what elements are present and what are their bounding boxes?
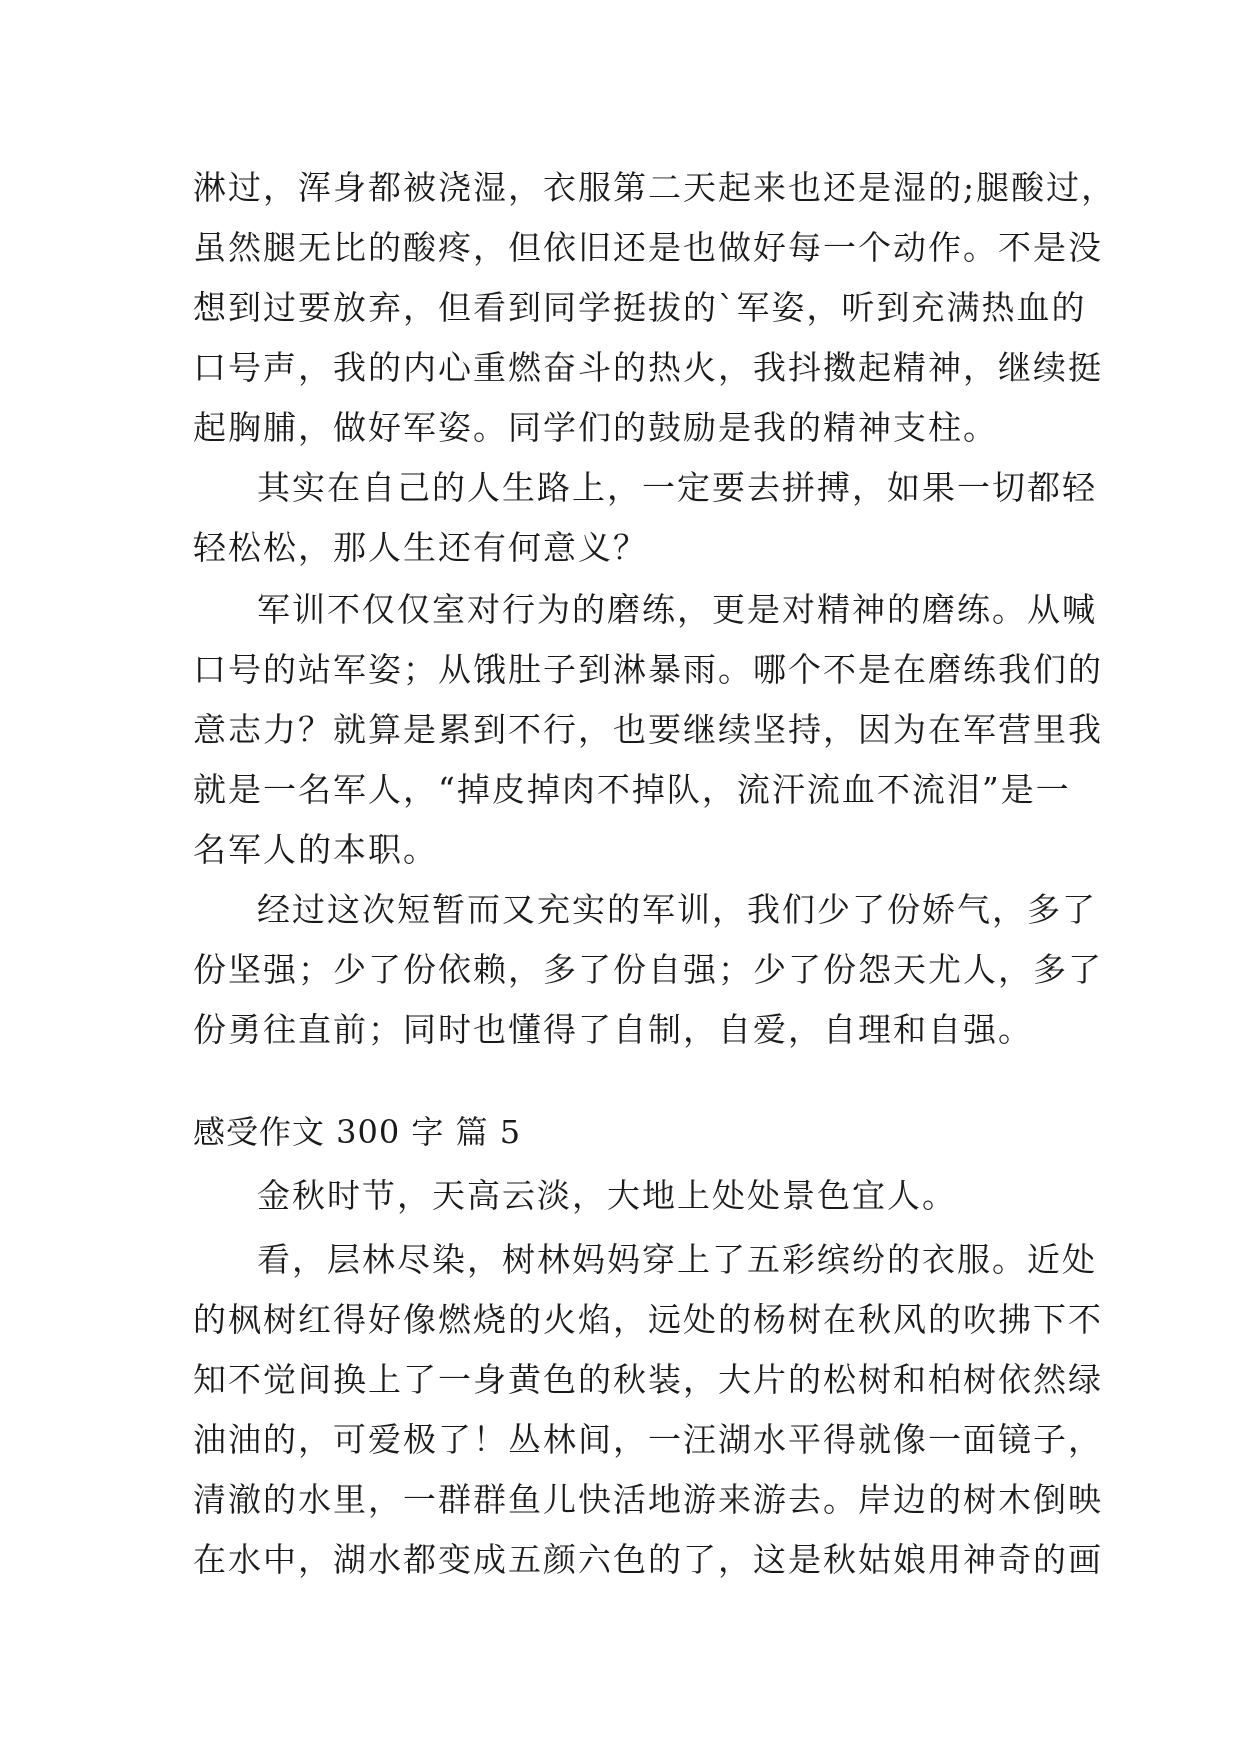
- paragraph-2-line-2: 轻松松，那人生还有何意义？: [193, 528, 648, 567]
- paragraph-6-line-5: 清澈的水里，一群群鱼儿快活地游来游去。岸边的树木倒映: [193, 1480, 1103, 1519]
- section-heading: 感受作文 300 字 篇 5: [193, 1113, 522, 1151]
- paragraph-3-line-5: 名军人的本职。: [193, 830, 438, 869]
- paragraph-3-line-3: 意志力？就算是累到不行，也要继续坚持，因为在军营里我: [193, 710, 1103, 749]
- paragraph-6-line-3: 知不觉间换上了一身黄色的秋装，大片的松树和柏树依然绿: [193, 1360, 1103, 1399]
- paragraph-1-line-5: 起胸脯，做好军姿。同学们的鼓励是我的精神支柱。: [193, 408, 998, 447]
- paragraph-1-line-2: 虽然腿无比的酸疼，但依旧还是也做好每一个动作。不是没: [193, 228, 1103, 267]
- paragraph-1-line-1: 淋过，浑身都被浇湿，衣服第二天起来也还是湿的;腿酸过，: [193, 168, 1117, 207]
- paragraph-4-line-3: 份勇往直前；同时也懂得了自制，自爱，自理和自强。: [193, 1010, 1033, 1049]
- paragraph-2-line-1: 其实在自己的人生路上，一定要去拼搏，如果一切都轻: [257, 468, 1097, 507]
- paragraph-6-line-6: 在水中，湖水都变成五颜六色的了，这是秋姑娘用神奇的画: [193, 1540, 1103, 1579]
- paragraph-1-line-3: 想到过要放弃，但看到同学挺拔的`军姿，听到充满热血的: [193, 288, 1087, 327]
- paragraph-1-line-4: 口号声，我的内心重燃奋斗的热火，我抖擞起精神，继续挺: [193, 348, 1103, 387]
- paragraph-3-line-2: 口号的站军姿；从饿肚子到淋暴雨。哪个不是在磨练我们的: [193, 650, 1103, 689]
- paragraph-6-line-2: 的枫树红得好像燃烧的火焰，远处的杨树在秋风的吹拂下不: [193, 1300, 1103, 1339]
- paragraph-4-line-1: 经过这次短暂而又充实的军训，我们少了份娇气，多了: [257, 890, 1097, 929]
- paragraph-3-line-4: 就是一名军人，“掉皮掉肉不掉队，流汗流血不流泪”是一: [193, 770, 1071, 809]
- paragraph-4-line-2: 份坚强；少了份依赖，多了份自强；少了份怨天尤人，多了: [193, 950, 1103, 989]
- paragraph-6-line-4: 油油的，可爱极了！丛林间，一汪湖水平得就像一面镜子，: [193, 1420, 1103, 1459]
- paragraph-6-line-1: 看，层林尽染，树林妈妈穿上了五彩缤纷的衣服。近处: [257, 1240, 1097, 1279]
- paragraph-3-line-1: 军训不仅仅室对行为的磨练，更是对精神的磨练。从喊: [257, 590, 1097, 629]
- paragraph-5-line-1: 金秋时节，天高云淡，大地上处处景色宜人。: [257, 1176, 957, 1215]
